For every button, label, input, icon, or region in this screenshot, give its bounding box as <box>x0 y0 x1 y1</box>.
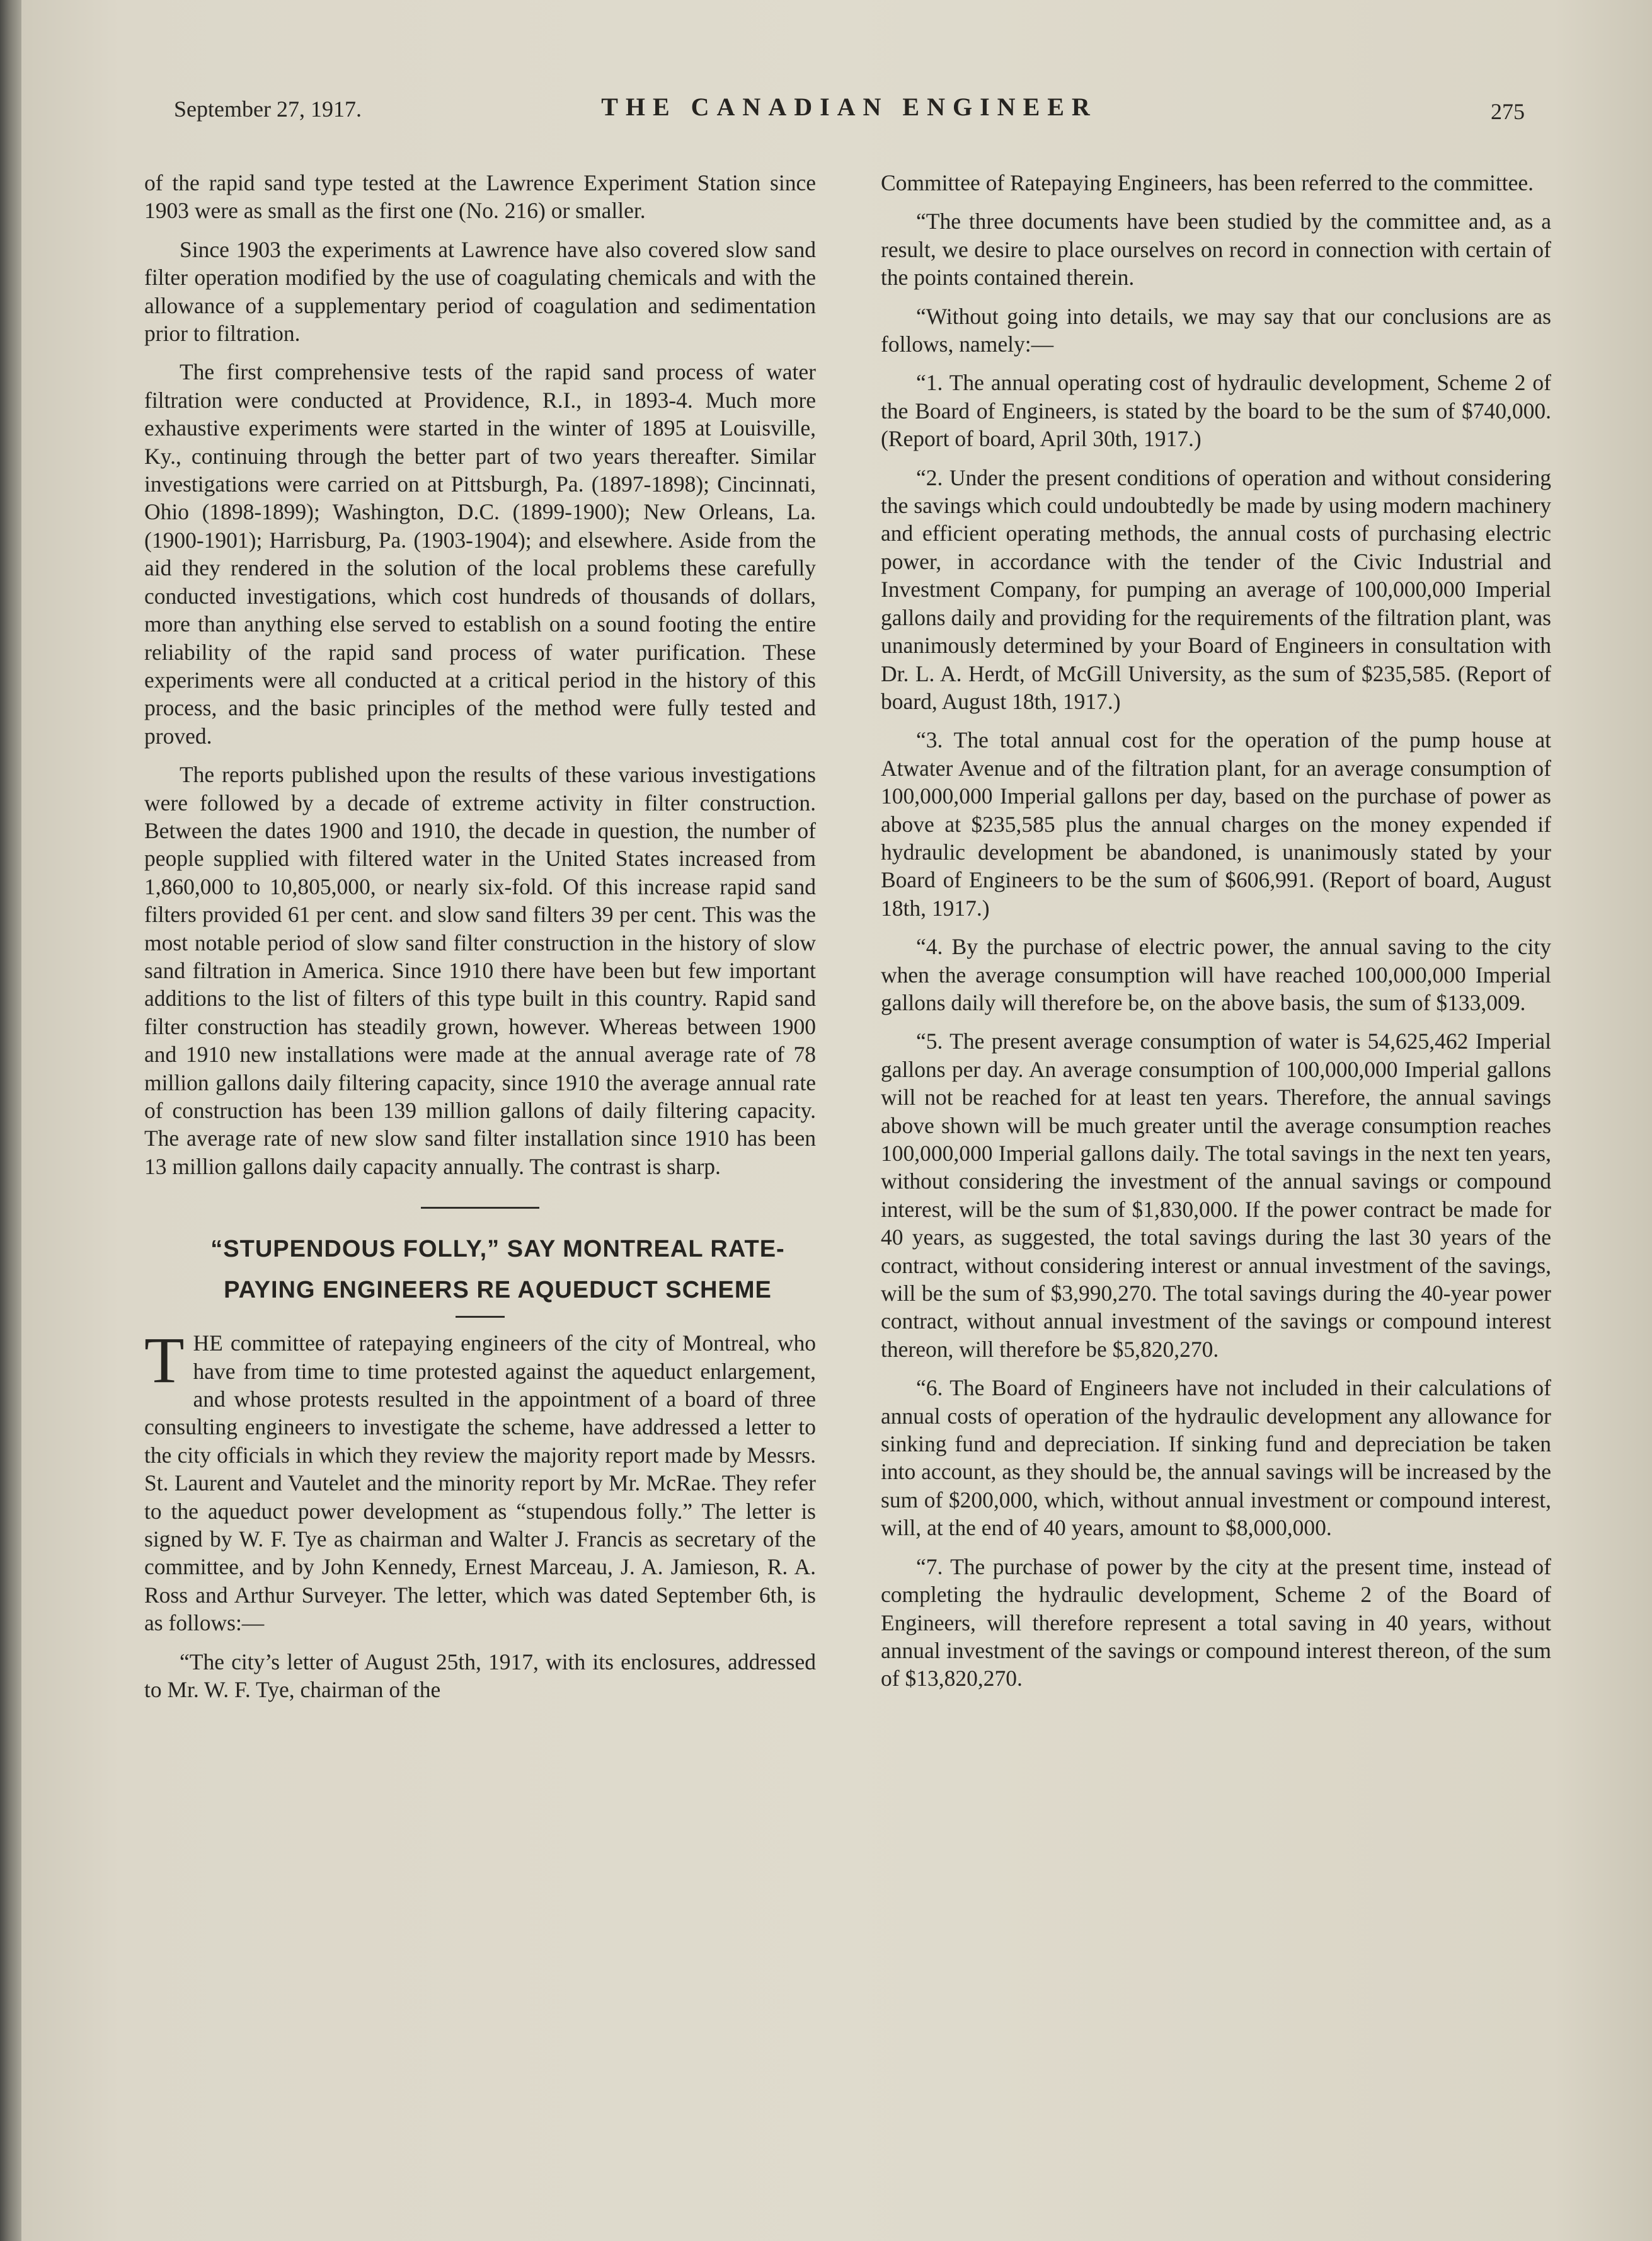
paragraph: “The three documents have been studied by the committee and, as a result, we desire to place ourselves on record in connection with certain of the points contained therein. <box>881 209 1551 291</box>
section-divider <box>421 1207 539 1209</box>
page-gutter-shadow <box>0 0 21 2241</box>
conclusion-4: “4. By the purchase of electric power, the annual saving to the city when the average consumption will have reached 100,000,000 Imperial gallons daily will therefore be, on the above basis, the sum of $133,009. <box>881 934 1551 1015</box>
paragraph: The reports published upon the results of these various investigations were followed by a decade of extreme activity in filter construction. Between the dates 1900 and 1910, the decade in question, the number of people supplied with filtered water in the United States increased from 1,860,000 to 10,805,000, or nearly six-fold. Of this increase rapid sand filters provided 61 per cent. and slow sand filters 39 per cent. This was the most notable period of slow sand filter construction in the history of slow sand filtration in America. Since 1910 there have been but few important additions to the list of filters of this type built in this country. Rapid sand filter construction has steadily grown, however. Whereas between 1900 and 1910 new installations were made at the annual average rate of 78 million gallons daily filtering capacity, since 1910 the average annual rate of construction has been 139 million gallons of daily filtering capacity. The average rate of new slow sand filter installation since 1910 has been 13 million gallons daily capacity annually. The contrast is sharp. <box>144 762 816 1179</box>
conclusion-7: “7. The purchase of power by the city at the present time, instead of completing the hydraulic development, Scheme 2 of the Board of Engineers, will therefore represent a total saving in 40 years, without annual investment of the savings or compound interest thereon, of the sum of $13,820,270. <box>881 1553 1551 1691</box>
paragraph: The first comprehensive tests of the rapid sand process of water filtration were conducted at Providence, R.I., in 1893-4. Much more exhaustive experiments were started in the winter of 1895 at Louisville, Ky., continuing through the better part of two years thereafter. Similar investigations were carried on at Pittsburgh, Pa. (1897-1898); Cincinnati, Ohio (1898-1899); Washington, D.C. (1899-1900); New Orleans, La. (1900-1901); Harrisburg, Pa. (1903-1904); and elsewhere. Aside from the aid they rendered in the solution of the local problems these carefully conducted investigations, which cost hundreds of thousands of dollars, more than anything else served to establish on a sound footing the entire reliability of the rapid sand process of water purification. These experiments were all conducted at a critical period in the history of this process, and the basic principles of the method were fully tested and proved. <box>144 359 816 749</box>
headline-line-2: PAYING ENGINEERS RE AQUEDUCT SCHEME <box>224 1277 772 1304</box>
paragraph: of the rapid sand type tested at the Lawrence Experiment Station since 1903 were as small as the first one (No. 216) or smaller. <box>144 170 816 224</box>
conclusion-3: “3. The total annual cost for the operation of the pump house at Atwater Avenue and of the filtration plant, for an average consumption of 100,000,000 Imperial gallons per day, based on the purchase of power as above at $235,585 plus the annual charges on the money expended if hydraulic development be abandoned, is unanimously stated by your Board of Engineers to be the sum of $606,991. (Report of board, August 18th, 1917.) <box>881 727 1551 921</box>
conclusion-5: “5. The present average consumption of water is 54,625,462 Imperial gallons per day. An average consumption of 100,000,000 Imperial gallons will not be reached for at least ten years. Therefore, the annual savings above shown will be much greater until the average consumption reaches 100,000,000 Imperial gallons daily. The total savings in the next ten years, without considering the investment of the annual savings or compound interest, will be the sum of $1,830,000. If the power contract be made for 40 years, as suggested, the total savings during the last 30 years of the contract, without considering interest or annual investment of the savings, will be the sum of $3,990,270. The total savings during the 40-year power contract, without annual investment of the savings or compound interest thereon, will therefore be $5,820,270. <box>881 1028 1551 1362</box>
page-number: 275 <box>1491 99 1525 124</box>
conclusion-2: “2. Under the present conditions of operation and without considering the savings which could undoubtedly be made by using modern machinery and efficient operating methods, the annual costs of purchasing electric power, in accordance with the tender of the Civic Industrial and Investment Company, for pumping an average of 100,000,000 Imperial gallons daily and providing for the requirements of the filtration plant, was unanimously determined by your Board of Engineers in consultation with Dr. L. A. Herdt, of McGill University, as the sum of $235,585. (Report of board, August 18th, 1917.) <box>881 464 1551 714</box>
conclusion-6: “6. The Board of Engineers have not included in their calculations of annual costs of operation of the hydraulic development any allowance for sinking fund and depreciation. If sinking fund and depreciation be taken into account, as they should be, the annual savings will be increased by the sum of $200,000, which, without annual investment or compound interest, will, at the end of 40 years, amount to $8,000,000. <box>881 1375 1551 1541</box>
article-intro-paragraph <box>144 1324 816 1637</box>
headline-rule <box>456 1316 505 1318</box>
running-header <box>174 92 1525 142</box>
drop-cap: T <box>144 1324 185 1397</box>
headline-line-1: “STUPENDOUS FOLLY,” SAY MONTREAL RATE- <box>210 1236 785 1263</box>
conclusion-1: “1. The annual operating cost of hydraulic development, Scheme 2 of the Board of Engineers, is stated by the board to be the sum of $740,000. (Report of board, April 30th, 1917.) <box>881 370 1551 452</box>
journal-title: THE CANADIAN ENGINEER <box>601 93 1098 121</box>
header-date: September 27, 1917. <box>174 96 362 122</box>
article-intro-text: HE committee of ratepaying engineers of the city of Montreal, who have from time to time protested against the aqueduct enlargement, and whose protests resulted in the appointment of a board of three consulting engineers to investigate the scheme, have addressed a letter to the city officials in which they review the majority report made by Messrs. St. Laurent and Vautelet and the minority report by Mr. McRae. They refer to the aqueduct power development as “stupendous folly.” The letter is signed by W. F. Tye as chairman and Walter J. Francis as secretary of the committee, and by John Kennedy, Ernest Marceau, J. A. Jamieson, R. A. Ross and Arthur Surveyer. The letter, which was dated September 6th, is as follows:— <box>144 1330 816 1636</box>
left-column <box>144 169 816 1715</box>
paragraph: Since 1903 the experiments at Lawrence have also covered slow sand filter operation modified by the use of coagulating chemicals and with the allowance of a supplementary period of coagulation and sedimentation prior to filtration. <box>144 236 816 347</box>
paragraph: Committee of Ratepaying Engineers, has been referred to the committee. <box>881 170 1534 195</box>
letter-opening: “The city’s letter of August 25th, 1917, with its enclosures, addressed to Mr. W. F. Tye, chairman of the <box>144 1649 816 1703</box>
right-column <box>881 169 1551 1703</box>
article-headline <box>144 1234 816 1305</box>
paragraph: “Without going into details, we may say that our conclusions are as follows, namely:— <box>881 303 1551 357</box>
